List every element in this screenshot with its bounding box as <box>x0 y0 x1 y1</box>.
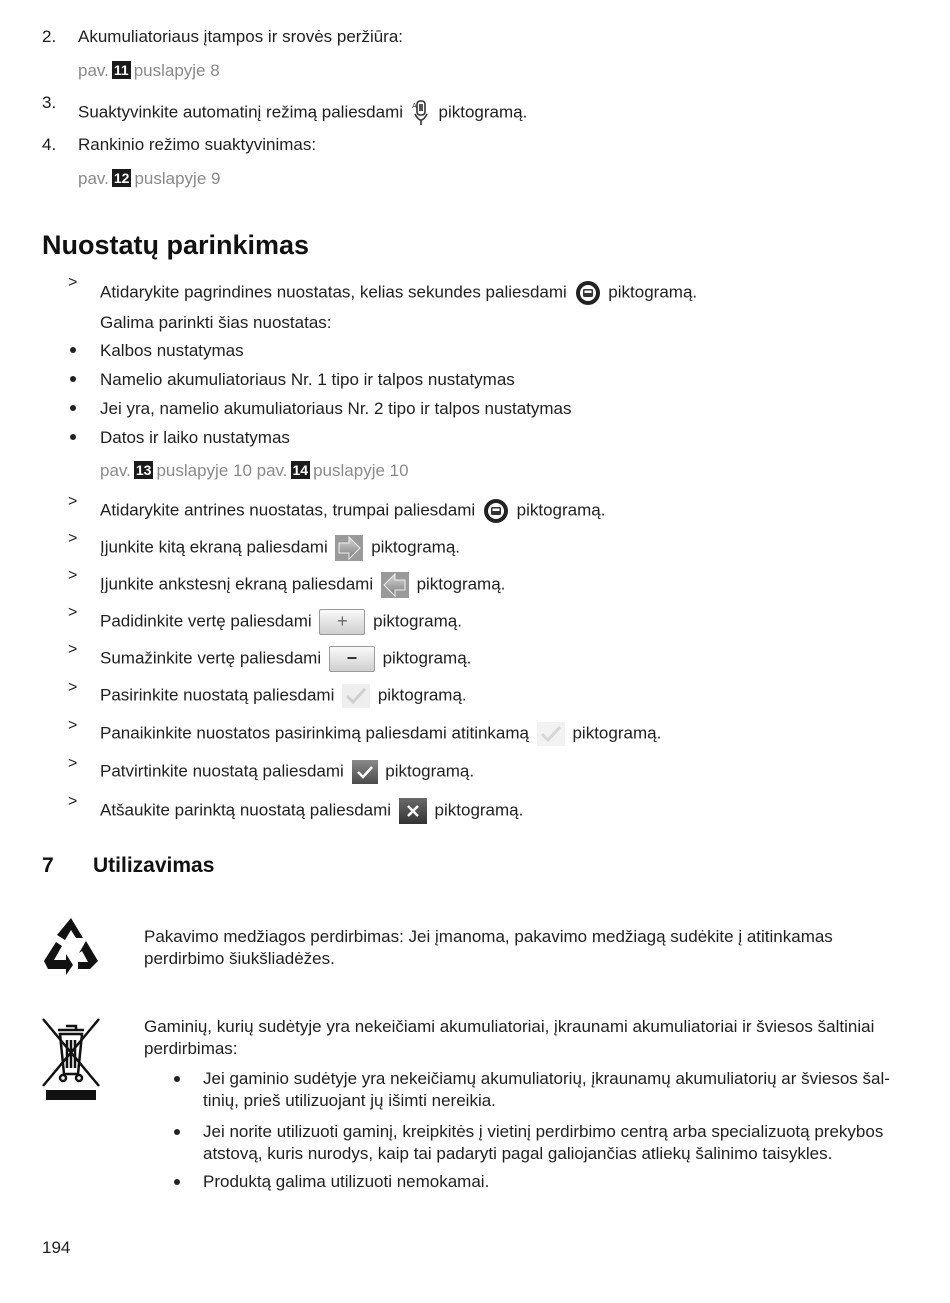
instruction-text: Įjunkite ankstesnį ekraną paliesdami <box>100 574 374 594</box>
step-text <box>78 100 527 126</box>
figure-reference <box>100 460 409 482</box>
settings-option: Jei yra, namelio akumuliatoriaus Nr. 2 tipo ir talpos nustatymas <box>100 399 572 418</box>
figure-number-badge: 12 <box>113 170 130 186</box>
ref-suffix: puslapyje 8 <box>133 61 220 80</box>
step-number: 4. <box>42 135 57 154</box>
step-text-before-icon: Suaktyvinkite automatinį režimą paliesdami <box>78 102 404 122</box>
figure-reference <box>78 60 220 82</box>
weee-bin-icon <box>40 1016 102 1109</box>
bullet-dot <box>70 376 76 382</box>
instruction-text: Įjunkite kitą ekraną paliesdami <box>100 537 328 557</box>
settings-option: Datos ir laiko nustatymas <box>100 428 290 447</box>
arrow-right-icon <box>335 535 363 561</box>
recycle-icon <box>40 916 102 981</box>
step-number: 3. <box>42 93 57 112</box>
bullet-dot <box>174 1076 180 1082</box>
instruction-text: Padidinkite vertę paliesdami <box>100 611 312 631</box>
weee-note: Gaminių, kurių sudėtyje yra nekeičiami akumuliatoriai, įkraunami akumuliatoriai ir šviesos šaltiniai perdirbimas: <box>144 1017 875 1058</box>
instruction-line <box>100 646 471 672</box>
ref-suffix: puslapyje 9 <box>134 169 221 188</box>
instruction-line <box>100 280 697 306</box>
instruction-text: piktogramą. <box>516 500 606 520</box>
figure-reference <box>78 168 220 190</box>
bullet-dot <box>174 1129 180 1135</box>
instruction-arrow-icon: > <box>68 641 78 658</box>
instruction-line <box>100 760 474 784</box>
instruction-arrow-icon: > <box>68 530 78 547</box>
instruction-text: piktogramą. <box>572 723 662 743</box>
weee-bullet: Jei norite utilizuoti gaminį, kreipkitės į vietinį perdirbimo centrą arba specializuotą prekybos atstovą, kuris nurodys, kaip tai padaryti pagal galiojančias atliekų šalinimo taisykles. <box>203 1122 884 1163</box>
instruction-text: Atidarykite pagrindines nuostatas, kelias sekundes paliesdami <box>100 282 567 302</box>
instruction-text: Sumažinkite vertę paliesdami <box>100 648 322 668</box>
settings-intro: Galima parinkti šias nuostatas: <box>100 313 332 332</box>
figure-number-badge: 11 <box>113 62 129 78</box>
instruction-line <box>100 572 505 598</box>
instruction-arrow-icon: > <box>68 755 78 772</box>
instruction-text: Pasirinkite nuostatą paliesdami <box>100 685 335 705</box>
instruction-text: Atšaukite parinktą nuostatą paliesdami <box>100 800 392 820</box>
instruction-arrow-icon: > <box>68 493 78 510</box>
instruction-line <box>100 498 605 524</box>
instruction-arrow-icon: > <box>68 567 78 584</box>
page-number: 194 <box>42 1238 71 1257</box>
step-text-after-icon: piktogramą. <box>438 102 528 122</box>
ref-prefix: pav. <box>78 169 109 188</box>
instruction-text: piktogramą. <box>416 574 506 594</box>
ref-suffix: puslapyje 10 <box>313 461 409 480</box>
recycling-note: Pakavimo medžiagos perdirbimas: Jei įmanoma, pakavimo medžiagą sudėkite į atitinkamas perdirbimo šiukšliadėžes. <box>144 927 833 968</box>
check-light-icon <box>537 722 565 746</box>
figure-number-badge: 14 <box>292 462 309 478</box>
weee-bullet: Produktą galima utilizuoti nemokamai. <box>203 1172 490 1191</box>
settings-round-icon <box>575 280 601 306</box>
cancel-x-icon <box>399 798 427 824</box>
instruction-arrow-icon: > <box>68 793 78 810</box>
bullet-dot <box>70 434 76 440</box>
settings-option: Namelio akumuliatoriaus Nr. 1 tipo ir talpos nustatymas <box>100 370 515 389</box>
instruction-line <box>100 722 661 746</box>
svg-text:A: A <box>411 102 417 110</box>
section-number: 7 <box>42 854 54 877</box>
instruction-text: piktogramą. <box>434 800 524 820</box>
section-title: Utilizavimas <box>93 854 215 877</box>
settings-option: Kalbos nustatymas <box>100 341 244 360</box>
instruction-arrow-icon: > <box>68 604 78 621</box>
plus-button-icon: + <box>319 609 365 635</box>
instruction-arrow-icon: > <box>68 274 78 291</box>
weee-bullet: Jei gaminio sudėtyje yra nekeičiamų akumuliatorių, įkraunamų akumuliatorių ar šviesos šal-tinių, prieš utilizuojant jų išimti nereikia. <box>203 1069 890 1110</box>
bullet-dot <box>70 347 76 353</box>
instruction-text: Panaikinkite nuostatos pasirinkimą paliesdami atitinkamą <box>100 723 529 743</box>
instruction-line <box>100 609 462 635</box>
step-number: 2. <box>42 27 57 46</box>
instruction-arrow-icon: > <box>68 717 78 734</box>
check-dark-icon <box>352 760 378 784</box>
ref-prefix: pav. <box>100 461 131 480</box>
automatic-mode-icon <box>411 100 431 126</box>
settings-round-icon <box>483 498 509 524</box>
instruction-line <box>100 535 460 561</box>
instruction-text: Atidarykite antrines nuostatas, trumpai paliesdami <box>100 500 476 520</box>
ref-middle: puslapyje 10 pav. <box>156 461 288 480</box>
minus-button-icon: − <box>329 646 375 672</box>
step-text: Akumuliatoriaus įtampos ir srovės peržiūra: <box>78 27 404 46</box>
bullet-dot <box>70 405 76 411</box>
instruction-text: Patvirtinkite nuostatą paliesdami <box>100 761 344 781</box>
step-text: Rankinio režimo suaktyvinimas: <box>78 135 317 154</box>
instruction-text: piktogramą. <box>377 685 467 705</box>
figure-number-badge: 13 <box>135 462 152 478</box>
section-title: Nuostatų parinkimas <box>42 230 310 260</box>
instruction-text: piktogramą. <box>385 761 475 781</box>
ref-prefix: pav. <box>78 61 109 80</box>
instruction-text: piktogramą. <box>373 611 462 631</box>
arrow-left-icon <box>381 572 409 598</box>
instruction-arrow-icon: > <box>68 679 78 696</box>
instruction-line <box>100 684 467 708</box>
bullet-dot <box>174 1179 180 1185</box>
instruction-text: piktogramą. <box>382 648 472 668</box>
instruction-text: piktogramą. <box>371 537 461 557</box>
check-light-icon <box>342 684 370 708</box>
instruction-line <box>100 798 523 824</box>
instruction-text: piktogramą. <box>608 282 698 302</box>
